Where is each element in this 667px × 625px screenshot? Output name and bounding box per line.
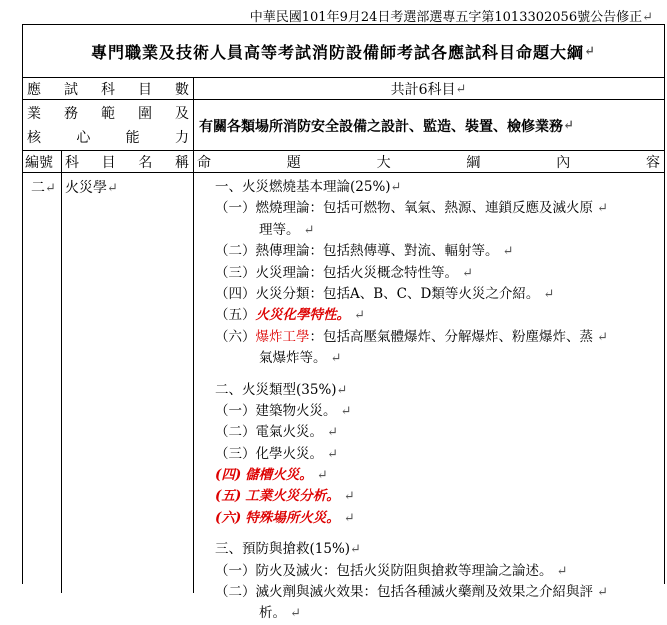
outline-item: （二）滅火劑與滅火效果：包括各種滅火藥劑及效果之介紹與評 ↵ — [215, 584, 609, 601]
subjects-label-char: 科 — [101, 82, 115, 98]
outline-item-continuation: 氣爆炸等。 ↵ — [259, 350, 342, 367]
col-subject-header-char: 目 — [101, 155, 116, 171]
col-content-header — [193, 151, 664, 173]
subjects-value: 共計6科目 ↵ — [390, 81, 467, 98]
col-subject-header-char: 稱 — [174, 155, 189, 171]
col-content-header-char: 大 — [376, 155, 391, 171]
subjects-label — [23, 78, 193, 100]
outline-item: (六) 特殊場所火災。 ↵ — [215, 509, 355, 526]
col-subject-header-char: 名 — [138, 155, 153, 171]
outline-item: （一）燃燒理論：包括可燃物、氧氣、熱源、連鎖反應及滅火原 ↵ — [215, 200, 609, 217]
table-header — [23, 150, 664, 173]
scope-label-line1-char: 圍 — [138, 105, 152, 122]
scope-label-line2-char: 力 — [174, 129, 189, 146]
col-content-header-char: 內 — [556, 155, 571, 171]
outline-item: （一）防火及滅火：包括火災防阻與搶救等理論之論述。 ↵ — [215, 562, 568, 579]
col-subject-header — [61, 151, 193, 173]
notice-line: 中華民國101年9月24日考選部選專五字第1013302056號公告修正↵ — [249, 10, 653, 25]
outline-table — [22, 24, 665, 622]
scope-row — [23, 99, 664, 151]
outline-item: （三）化學火災。 ↵ — [215, 445, 339, 462]
doc-title: 專門職業及技術人員高等考試消防設備師考試各應試科目命題大綱 ↵ — [23, 24, 664, 78]
scope-label-line1-char: 業 — [27, 105, 41, 122]
subjects-row — [23, 77, 664, 100]
outline-item: （二）電氣火災。 ↵ — [215, 424, 339, 441]
outline-item: （一）建築物火災。 ↵ — [215, 402, 352, 419]
outline-item-continuation: 理等。 ↵ — [259, 221, 315, 238]
outline-content — [215, 177, 608, 625]
outline-item: （五）火災化學特性。 ↵ — [215, 307, 366, 324]
outline-item: （六）爆炸工學：包括高壓氣體爆炸、分解爆炸、粉塵爆炸、蒸 ↵ — [215, 328, 609, 345]
subjects-label-char: 試 — [64, 82, 78, 98]
section-heading: 三、預防與搶救(15%)↵ — [215, 541, 361, 558]
scope-value: 有關各類場所消防安全設備之設計、監造、裝置、檢修業務 ↵ — [199, 118, 574, 135]
col-content-header-char: 命 — [197, 155, 211, 171]
col-content-header-char: 題 — [286, 155, 301, 171]
outline-item: （四）火災分類：包括A、B、C、D類等火災之介紹。 ↵ — [215, 285, 555, 302]
subjects-label-char: 應 — [27, 82, 41, 98]
scope-label-line1-char: 及 — [175, 105, 189, 122]
outline-item: (五) 工業火災分析。 ↵ — [215, 488, 355, 505]
col-content-header-char: 容 — [645, 155, 660, 171]
col-subject-header-char: 科 — [65, 155, 79, 171]
scope-label-line2-char: 能 — [125, 129, 140, 146]
section-heading: 二、火災類型(35%)↵ — [215, 381, 348, 398]
col-content-header-char: 綱 — [466, 155, 481, 171]
outline-item-continuation: 析。 ↵ — [259, 605, 302, 622]
scope-label — [23, 100, 193, 151]
scope-label-line2-char: 核 — [27, 129, 41, 146]
outline-item: （三）火災理論：包括火災概念特性等。 ↵ — [215, 264, 474, 281]
section-heading: 一、火災燃燒基本理論(25%)↵ — [215, 179, 402, 195]
subjects-label-char: 目 — [138, 82, 152, 98]
outline-item: (四) 儲槽火災。 ↵ — [215, 467, 328, 484]
scope-label-line1-char: 務 — [64, 105, 78, 122]
subjects-label-char: 數 — [175, 82, 189, 98]
outline-item: （二）熱傳理論：包括熱傳導、對流、輻射等。 ↵ — [215, 243, 514, 260]
col-number-header: 編號 — [25, 155, 53, 171]
entry-subject: 火災學↵ — [65, 180, 118, 196]
entry-number: 二↵ — [31, 180, 56, 196]
scope-label-line1-char: 範 — [101, 105, 115, 122]
scope-label-line2-char: 心 — [76, 129, 91, 146]
